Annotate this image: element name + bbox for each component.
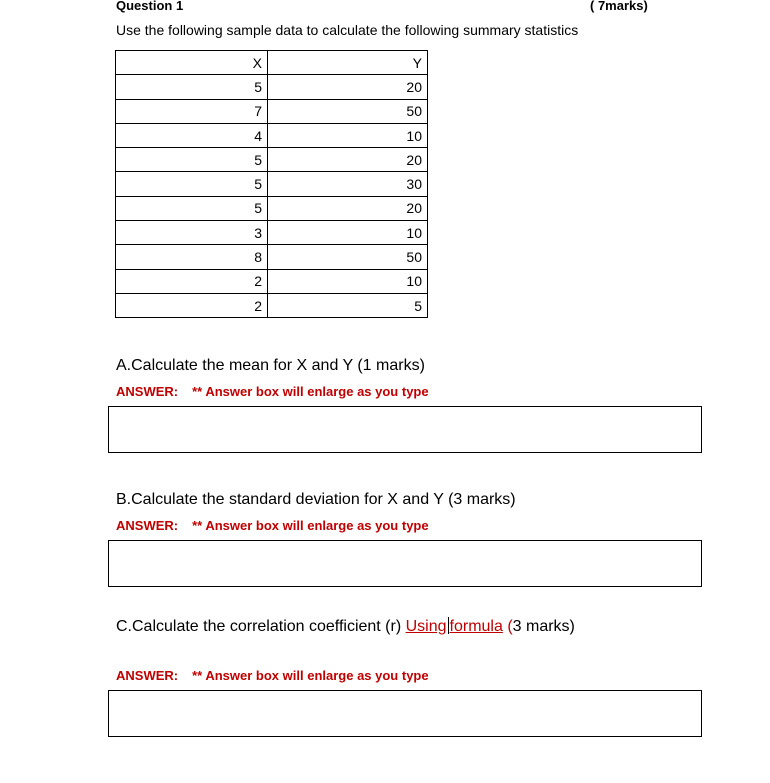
table-row (116, 148, 428, 172)
question-title: Question 1 (116, 0, 184, 13)
cell-y: 20 (268, 75, 428, 99)
answer-box-a[interactable] (108, 406, 702, 453)
answer-row-b (116, 518, 429, 533)
question-a-text: A.Calculate the mean for X and Y (1 marks) (116, 357, 425, 374)
text-cursor (448, 617, 449, 634)
formula-link-using[interactable]: Using (405, 618, 447, 635)
cell-x: 5 (116, 148, 268, 172)
answer-note: ** Answer box will enlarge as you type (192, 384, 429, 399)
cell-x: 8 (116, 245, 268, 269)
header-y: Y (268, 51, 428, 75)
header-x: X (116, 51, 268, 75)
cell-x: 2 (116, 293, 268, 317)
table-row (116, 123, 428, 147)
answer-box-c[interactable] (108, 690, 702, 737)
cell-x: 5 (116, 172, 268, 196)
cell-y: 50 (268, 245, 428, 269)
question-c-prefix: C.Calculate the correlation coefficient (r) (116, 618, 406, 635)
table-row (116, 293, 428, 317)
answer-row-a (116, 384, 429, 399)
table-row (116, 221, 428, 245)
question-c-suffix: 3 marks) (512, 618, 575, 635)
formula-link[interactable]: formula (449, 618, 503, 635)
answer-label: ANSWER: (116, 668, 179, 683)
instructions-text: Use the following sample data to calculate the following summary statistics (116, 22, 579, 38)
table-row (116, 99, 428, 123)
table-header-row (116, 51, 428, 75)
answer-label: ANSWER: (116, 518, 179, 533)
question-b-text: B.Calculate the standard deviation for X and Y (3 marks) (116, 491, 516, 508)
cell-x: 2 (116, 269, 268, 293)
cell-y: 10 (268, 123, 428, 147)
answer-label: ANSWER: (116, 384, 179, 399)
cell-y: 10 (268, 221, 428, 245)
question-c-paren: ( (507, 618, 513, 635)
answer-note: ** Answer box will enlarge as you type (192, 668, 429, 683)
cell-x: 7 (116, 99, 268, 123)
cell-y: 5 (268, 293, 428, 317)
cell-x: 3 (116, 221, 268, 245)
table-row (116, 196, 428, 220)
table-row (116, 172, 428, 196)
cell-y: 30 (268, 172, 428, 196)
table-row (116, 245, 428, 269)
sample-data-table (115, 50, 428, 318)
question-marks: ( 7marks) (590, 0, 648, 13)
cell-x: 5 (116, 196, 268, 220)
cell-y: 50 (268, 99, 428, 123)
cell-x: 4 (116, 123, 268, 147)
cell-y: 20 (268, 196, 428, 220)
answer-box-b[interactable] (108, 540, 702, 587)
table-row (116, 269, 428, 293)
answer-row-c (116, 668, 429, 683)
question-c-text (116, 617, 575, 636)
cell-y: 10 (268, 269, 428, 293)
table-row (116, 75, 428, 99)
cell-y: 20 (268, 148, 428, 172)
cell-x: 5 (116, 75, 268, 99)
answer-note: ** Answer box will enlarge as you type (192, 518, 429, 533)
